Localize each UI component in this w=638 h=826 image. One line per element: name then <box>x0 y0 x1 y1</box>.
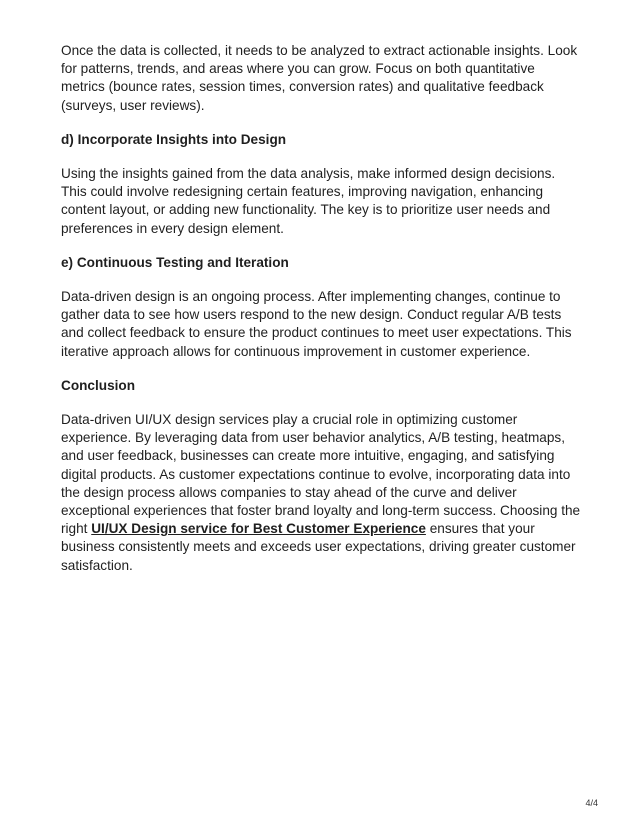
page-number: 4/4 <box>585 798 598 808</box>
conclusion-heading: Conclusion <box>61 377 136 393</box>
design-service-link[interactable]: UI/UX Design service for Best Customer Experience <box>91 521 426 537</box>
document-page <box>61 42 581 591</box>
conclusion-text-before-link: Data-driven UI/UX design services play a crucial role in optimizing customer experience. By leveraging data from user behavior analytics, A/B testing, heatmaps, and user feedback, businesses can create more intuitive, engaging, and satisfying digital products. As customer expectations continue to evolve, incorporating data into the design process allows companies to stay ahead of the curve and deliver exceptional experiences that foster brand loyalty and long-term success. Choosing the right <box>61 412 581 537</box>
conclusion-text-after-link: ensures that your business consistently meets and exceeds user expectations, driving greater customer satisfaction. <box>61 521 576 573</box>
section-d-paragraph: Using the insights gained from the data analysis, make informed design decisions. This could involve redesigning certain features, improving navigation, enhancing content layout, or adding new functionality. The key is to prioritize user needs and preferences in every design element. <box>61 166 556 236</box>
section-e-paragraph: Data-driven design is an ongoing process. After implementing changes, continue to gather data to see how users respond to the new design. Conduct regular A/B tests and collect feedback to ensure the product continues to meet user expectations. This iterative approach allows for continuous improvement in customer experience. <box>61 289 572 359</box>
section-e-heading: e) Continuous Testing and Iteration <box>61 254 289 270</box>
conclusion-paragraph <box>61 411 581 575</box>
section-d-heading: d) Incorporate Insights into Design <box>61 131 287 147</box>
intro-paragraph: Once the data is collected, it needs to be analyzed to extract actionable insights. Look for patterns, trends, and areas where you can grow. Focus on both quantitative metrics (bounce rates, session times, conversion rates) and qualitative feedback (surveys, user reviews). <box>61 43 578 113</box>
